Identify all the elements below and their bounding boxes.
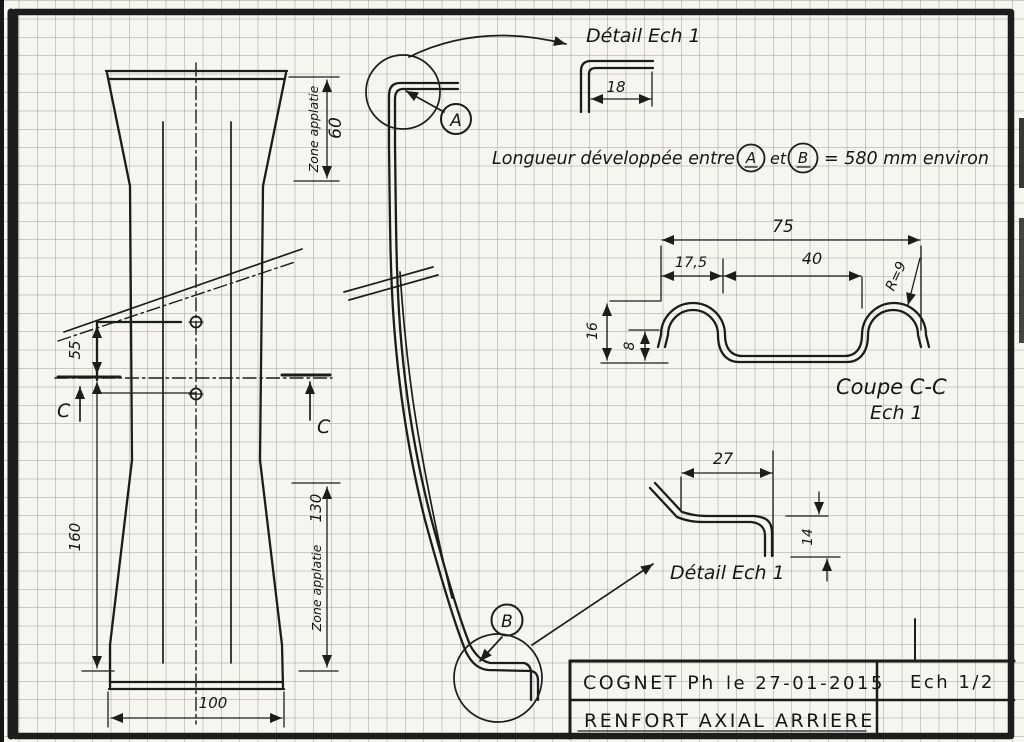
side-view (344, 36, 653, 722)
dim-zone-bottom-label: Zone applatie (309, 544, 324, 632)
note-part3: = 580 mm environ (824, 149, 989, 169)
dim-40: 40 (801, 249, 823, 268)
dim-zone-top-label: Zone applatie (306, 85, 321, 173)
title-block-author: COGNET Ph (583, 672, 716, 694)
note-part2: et (770, 149, 787, 168)
balloon-b: B (501, 612, 513, 632)
balloon-a: A (450, 111, 462, 131)
section-letter-right: C (317, 416, 331, 438)
section-letter-left: C (57, 400, 71, 422)
detail-bottom-label: Détail Ech 1 (670, 562, 785, 584)
detail-top-label: Détail Ech 1 (586, 25, 701, 47)
title-block (570, 619, 1014, 738)
note-line (492, 144, 989, 173)
dim-160: 160 (66, 522, 84, 552)
dim-zone-bottom-value: 130 (307, 493, 325, 523)
dim-8: 8 (622, 341, 638, 351)
dim-17-5: 17,5 (674, 255, 708, 271)
note-ref-b: B (797, 149, 809, 167)
dim-27: 27 (712, 449, 734, 468)
dim-zone-top-value: 60 (326, 117, 346, 139)
dim-100: 100 (198, 694, 228, 712)
dim-55: 55 (66, 340, 84, 360)
dim-75: 75 (772, 217, 794, 237)
front-view (55, 63, 346, 727)
title-block-date: le 27-01-2015 (726, 673, 885, 694)
section-cc-title: Coupe C-C (836, 375, 947, 399)
title-block-scale: Ech 1/2 (910, 672, 995, 693)
dim-radius: R=9 (882, 259, 911, 294)
note-ref-a: A (745, 149, 757, 167)
note-part1: Longueur développée entre (492, 149, 735, 169)
dim-14: 14 (800, 528, 816, 546)
dim-16: 16 (585, 322, 601, 340)
title-block-title: RENFORT AXIAL ARRIERE (584, 710, 875, 732)
detail-top-view (581, 25, 701, 112)
dim-18: 18 (606, 78, 626, 96)
detail-bottom-view (650, 449, 840, 584)
section-cc-view (585, 217, 947, 424)
section-cc-scale: Ech 1 (870, 402, 923, 424)
